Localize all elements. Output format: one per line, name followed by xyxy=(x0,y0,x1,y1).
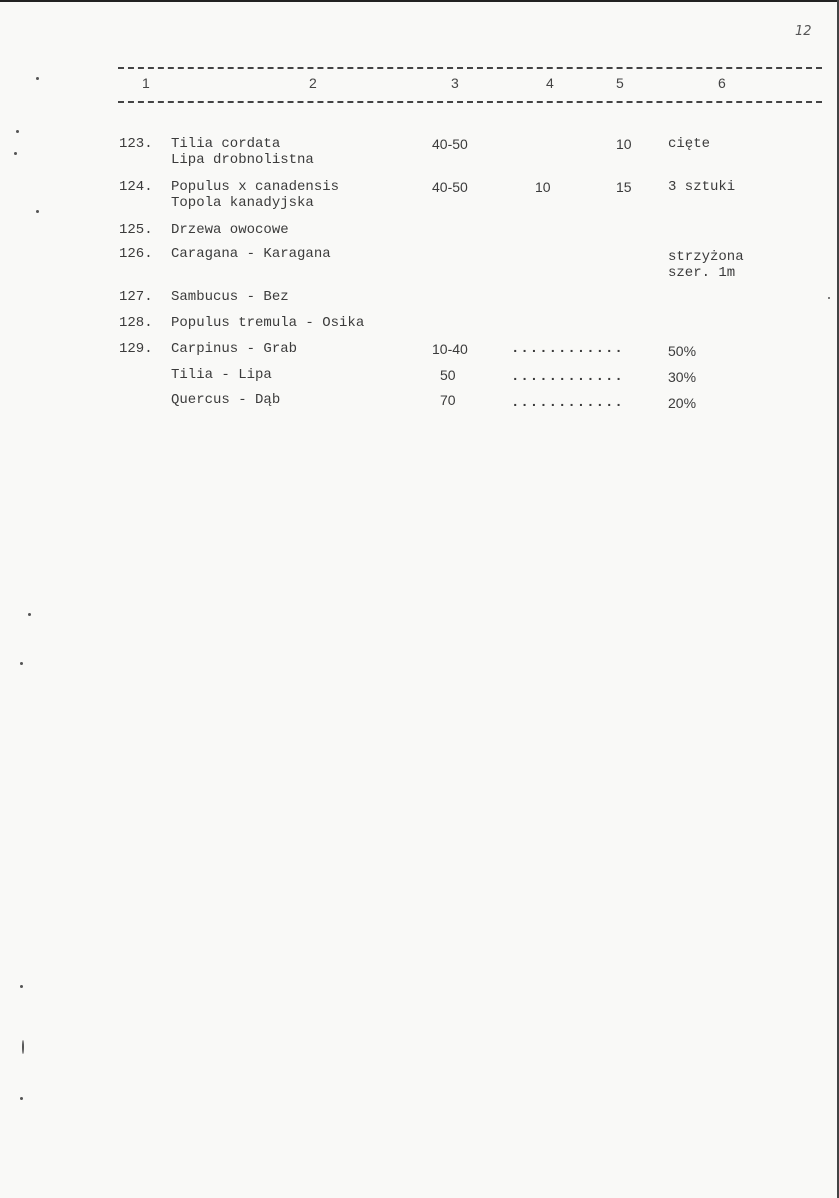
scan-speck xyxy=(20,1097,23,1100)
dot-leader: ............ xyxy=(511,341,624,357)
dot-leader: ............ xyxy=(511,395,624,411)
row-number: 127. xyxy=(119,289,153,305)
scan-speck xyxy=(22,1040,24,1054)
cell-col4: 10 xyxy=(535,179,551,195)
scan-speck xyxy=(36,77,39,80)
scan-speck xyxy=(828,297,830,299)
cell-col3: 50 xyxy=(440,367,456,383)
cell-col6-line2: szer. 1m xyxy=(668,265,736,281)
species-latin: Populus x canadensis xyxy=(171,179,340,195)
row-number: 129. xyxy=(119,341,153,357)
scan-speck xyxy=(20,985,23,988)
cell-col3: 70 xyxy=(440,392,456,408)
species-polish: Lipa drobnolistna xyxy=(171,152,314,168)
scan-speck xyxy=(28,613,31,616)
column-header-4: 4 xyxy=(546,75,554,91)
row-number: 128. xyxy=(119,315,153,331)
page-edge-top xyxy=(0,0,839,2)
column-header-2: 2 xyxy=(309,75,317,91)
species-polish: Topola kanadyjska xyxy=(171,195,314,211)
column-header-5: 5 xyxy=(616,75,624,91)
row-number: 123. xyxy=(119,136,153,152)
scan-speck xyxy=(36,210,39,213)
cell-col6: 50% xyxy=(668,343,697,359)
species-latin: Tilia cordata xyxy=(171,136,281,152)
column-header-6: 6 xyxy=(718,75,726,91)
row-number: 126. xyxy=(119,246,153,262)
cell-col3: 40-50 xyxy=(432,136,468,152)
scan-speck xyxy=(20,662,23,665)
cell-col5: 15 xyxy=(616,179,632,195)
species-latin: Populus tremula - Osika xyxy=(171,315,365,331)
species-latin: Sambucus - Bez xyxy=(171,289,289,305)
cell-col6: 30% xyxy=(668,369,697,385)
dot-leader: ............ xyxy=(511,369,624,385)
column-header-3: 3 xyxy=(451,75,459,91)
header-rule-bottom xyxy=(118,101,822,103)
species-latin: Caragana - Karagana xyxy=(171,246,331,262)
scan-speck xyxy=(16,130,19,133)
scan-speck xyxy=(14,152,17,155)
cell-col6: strzyżona xyxy=(668,249,744,265)
header-rule-top xyxy=(118,67,822,69)
species-sub: Quercus - Dąb xyxy=(171,392,281,408)
row-number: 125. xyxy=(119,222,153,238)
row-number: 124. xyxy=(119,179,153,195)
species-sub: Tilia - Lipa xyxy=(171,367,272,383)
cell-col6: cięte xyxy=(668,136,711,152)
cell-col3: 40-50 xyxy=(432,179,468,195)
cell-col3: 10-40 xyxy=(432,341,468,357)
cell-col5: 10 xyxy=(616,136,632,152)
species-latin: Drzewa owocowe xyxy=(171,222,289,238)
column-header-1: 1 xyxy=(142,75,150,91)
species-latin: Carpinus - Grab xyxy=(171,341,298,357)
page-number: 12 xyxy=(795,24,812,39)
cell-col6: 20% xyxy=(668,395,697,411)
cell-col6: 3 sztuki xyxy=(668,179,736,195)
